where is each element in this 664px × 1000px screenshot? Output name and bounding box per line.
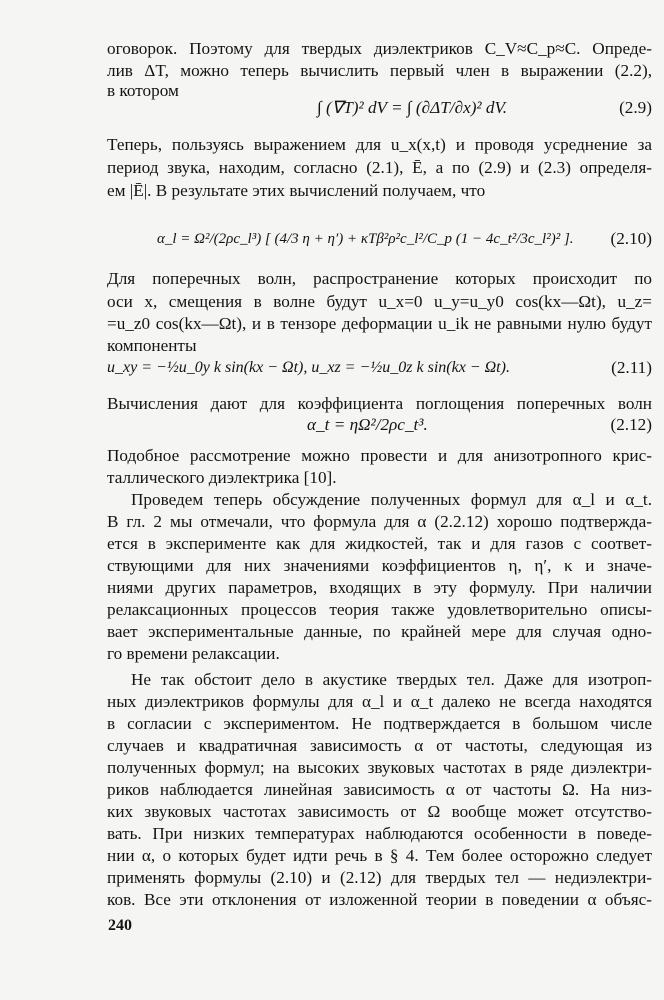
text-line: в котором (107, 81, 179, 100)
text-line: го времени релаксации. (107, 644, 280, 663)
text-line: Подобное рассмотрение можно провести и для анизотропного крис- (107, 446, 652, 465)
text-line: ниями других параметров, входящих в эту формулу. При наличии (107, 578, 652, 597)
text-line: ствующими для них значениями коэффициентов η, η′, κ и значе- (107, 556, 652, 575)
text-line: применять формулы (2.10) и (2.12) для твердых тел — недиэлектри- (107, 868, 652, 887)
equation-body: α_l = Ω²/(2ρc_l³) [ (4/3 η + η′) + κTβ²ρ²c_l²/C_p (1 − 4c_t²/3c_l²)² ]. (157, 231, 574, 247)
equation-body: ∫ (∇T)² dV = ∫ (∂ΔT/∂x)² dV. (317, 98, 508, 117)
text-line: в согласии с экспериментом. Не подтверждается в большом числе (107, 714, 652, 733)
text-line: оговорок. Поэтому для твердых диэлектриков C_V≈C_p≈C. Опреде- (107, 39, 652, 58)
text-line: случаев и квадратичная зависимость α от частоты, следующая из (107, 736, 652, 755)
text-line: Не так обстоит дело в акустике твердых тел. Даже для изотроп- (131, 670, 652, 689)
equation-number: (2.12) (610, 415, 652, 434)
equation-number: (2.11) (611, 358, 652, 377)
text-line: ем |Ē|. В результате этих вычислений получаем, что (107, 181, 486, 200)
text-line: риков наблюдается линейная зависимость α от частоты Ω. На низ- (107, 780, 652, 799)
text-line: релаксационных процессов теория также удовлетворительно описы- (107, 600, 652, 619)
equation-body: α_t = ηΩ²/2ρc_t³. (307, 415, 428, 434)
text-line: =u_z0 cos(kx—Ωt), и в тензоре деформации u_ik не равными нулю будут (107, 314, 652, 333)
text-line: оси x, смещения в волне будут u_x=0 u_y=u_y0 cos(kx—Ωt), u_z= (107, 292, 652, 311)
equation-number: (2.9) (619, 98, 652, 117)
text-line: ких звуковых частотах зависимость от Ω вообще может отсутство- (107, 802, 652, 821)
text-line: лив ΔT, можно теперь вычислить первый член в выражении (2.2), (107, 61, 652, 80)
page-number: 240 (108, 917, 132, 934)
text-line: ных диэлектриков формулы для α_l и α_t далеко не всегда находятся (107, 692, 652, 711)
text-line: Теперь, пользуясь выражением для u_x(x,t) и проводя усреднение за (107, 135, 652, 154)
equation-body: u_xy = −½u_0y k sin(kx − Ωt), u_xz = −½u_0z k sin(kx − Ωt). (107, 359, 510, 376)
text-line: Проведем теперь обсуждение полученных формул для α_l и α_t. (131, 490, 652, 509)
text-line: ется в эксперименте как для жидкостей, так и для газов с соответ- (107, 534, 652, 553)
text-line: компоненты (107, 336, 197, 355)
text-line: Вычисления дают для коэффициента поглощения поперечных волн (107, 394, 652, 413)
text-line: период звука, находим, согласно (2.1), Ē, а по (2.9) и (2.3) определя- (107, 158, 652, 177)
text-line: нии α, о которых будет идти речь в § 4. Тем более осторожно следует (107, 846, 652, 865)
text-line: таллического диэлектрика [10]. (107, 468, 337, 487)
text-line: ков. Все эти отклонения от изложенной теории в поведении α объяс- (107, 890, 652, 909)
text-line: Для поперечных волн, распространение которых происходит по (107, 269, 652, 288)
equation-number: (2.10) (610, 229, 652, 248)
text-line: вать. При низких температурах наблюдаются особенности в поведе- (107, 824, 652, 843)
text-line: В гл. 2 мы отмечали, что формула для α (2.2.12) хорошо подтвержда- (107, 512, 652, 531)
text-line: полученных формул; на высоких звуковых частотах в ряде диэлектри- (107, 758, 652, 777)
text-line: вает экспериментальные данные, по крайней мере для случая одно- (107, 622, 652, 641)
